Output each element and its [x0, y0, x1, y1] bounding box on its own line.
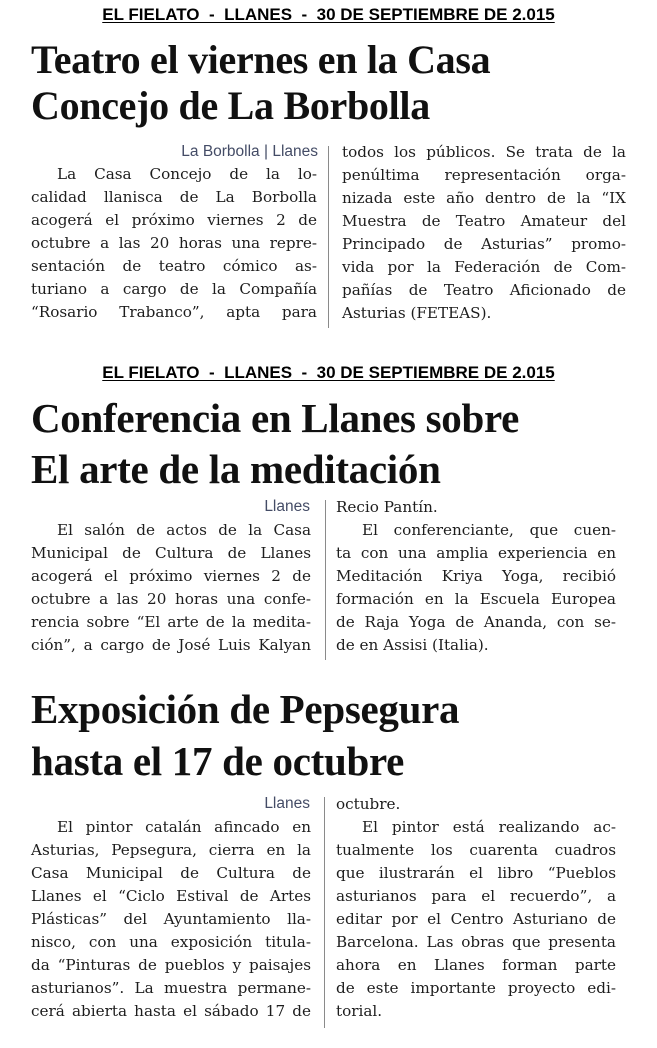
text-line: Municipal de Cultura de Llanes: [31, 544, 311, 562]
text-line: vida por la Federación de Com-: [342, 258, 626, 276]
column-rule: [325, 500, 326, 660]
text-line: que ilustrarán el libro “Pueblos: [336, 864, 616, 882]
title-line: El arte de la meditación: [31, 446, 441, 492]
text-line: acogerá el próximo viernes 2 de: [31, 211, 317, 229]
text-line: nisco, con una exposición titula-: [31, 933, 311, 951]
text-line: todos los públicos. Se trata de la: [342, 143, 626, 161]
text-line: Asturias (FETEAS).: [342, 304, 492, 322]
column-rule: [324, 797, 325, 1028]
text-line: octubre.: [336, 795, 401, 813]
article-title: [31, 393, 651, 495]
text-line: asturianos para el recuerdo”, a: [336, 887, 616, 905]
text-line: formación en la Escuela Europea: [336, 590, 616, 608]
article-column-right: [336, 498, 616, 659]
text-line: pañías de Teatro Aficionado de: [342, 281, 626, 299]
text-line: cerá abierta hasta el sábado 17 de: [31, 1002, 311, 1020]
dateline: Llanes: [264, 498, 310, 515]
header-text: EL FIELATO - LLANES - 30 DE SEPTIEMBRE DE 2.015: [102, 363, 555, 382]
text-line: Llanes el “Ciclo Estival de Artes: [31, 887, 311, 905]
title-line: Teatro el viernes en la Casa: [31, 37, 491, 82]
header-text: EL FIELATO - LLANES - 30 DE SEPTIEMBRE DE 2.015: [102, 5, 555, 24]
newspaper-header: [0, 363, 657, 383]
dateline: Llanes: [264, 795, 310, 812]
text-line: Barcelona. Las obras que presenta: [336, 933, 616, 951]
text-line: El pintor está realizando ac-: [362, 818, 616, 836]
article-column-right: [342, 143, 626, 327]
text-line: octubre a las 20 horas una repre-: [31, 234, 317, 252]
text-line: El pintor catalán afincado en: [57, 818, 311, 836]
dateline: La Borbolla | Llanes: [181, 143, 318, 160]
text-line: Meditación Kriya Yoga, recibió: [336, 567, 616, 585]
text-line: ahora en Llanes forman parte: [336, 956, 616, 974]
article-column-left: [31, 818, 311, 1025]
article-title: [31, 37, 651, 129]
text-line: Casa Municipal de Cultura de: [31, 864, 311, 882]
text-line: asturianos”. La muestra permane-: [31, 979, 311, 997]
text-line: Principado de Asturias” promo-: [342, 235, 626, 253]
text-line: Recio Pantín.: [336, 498, 438, 516]
text-line: “Rosario Trabanco”, apta para: [31, 303, 317, 321]
text-line: torial.: [336, 1002, 383, 1020]
title-line: hasta el 17 de octubre: [31, 738, 405, 784]
text-line: editar por el Centro Asturiano de: [336, 910, 616, 928]
title-line: Exposición de Pepsegura: [31, 686, 460, 732]
article-column-right: [336, 795, 616, 1025]
text-line: nizada este año dentro de la “IX: [342, 189, 626, 207]
column-rule: [328, 146, 329, 328]
text-line: rencia sobre “El arte de la medita-: [31, 613, 311, 631]
text-line: ción”, a cargo de José Luis Kalyan: [31, 636, 311, 654]
text-line: turiano a cargo de la Compañía: [31, 280, 317, 298]
title-line: Conferencia en Llanes sobre: [31, 395, 520, 441]
text-line: acogerá el próximo viernes 2 de: [31, 567, 311, 585]
article-column-left: [31, 521, 311, 659]
text-line: Asturias, Pepsegura, cierra en la: [31, 841, 311, 859]
text-line: penúltima representación orga-: [342, 166, 626, 184]
text-line: La Casa Concejo de la lo-: [57, 165, 317, 183]
text-line: octubre a las 20 horas una confe-: [31, 590, 311, 608]
text-line: ta con una amplia experiencia en: [336, 544, 616, 562]
text-line: Plásticas” del Ayuntamiento lla-: [31, 910, 311, 928]
text-line: sentación de teatro cómico as-: [31, 257, 317, 275]
text-line: de Raja Yoga de Ananda, con se-: [336, 613, 616, 631]
title-line: Concejo de La Borbolla: [31, 83, 430, 128]
text-line: Muestra de Teatro Amateur del: [342, 212, 626, 230]
newspaper-header: [0, 5, 657, 25]
text-line: da “Pinturas de pueblos y paisajes: [31, 956, 311, 974]
text-line: de este importante proyecto edi-: [336, 979, 616, 997]
text-line: El conferenciante, que cuen-: [362, 521, 616, 539]
text-line: calidad llanisca de La Borbolla: [31, 188, 317, 206]
text-line: de en Assisi (Italia).: [336, 636, 489, 654]
article-title: [31, 683, 651, 787]
text-line: El salón de actos de la Casa: [57, 521, 311, 539]
text-line: tualmente los cuarenta cuadros: [336, 841, 616, 859]
article-column-left: [31, 165, 317, 326]
